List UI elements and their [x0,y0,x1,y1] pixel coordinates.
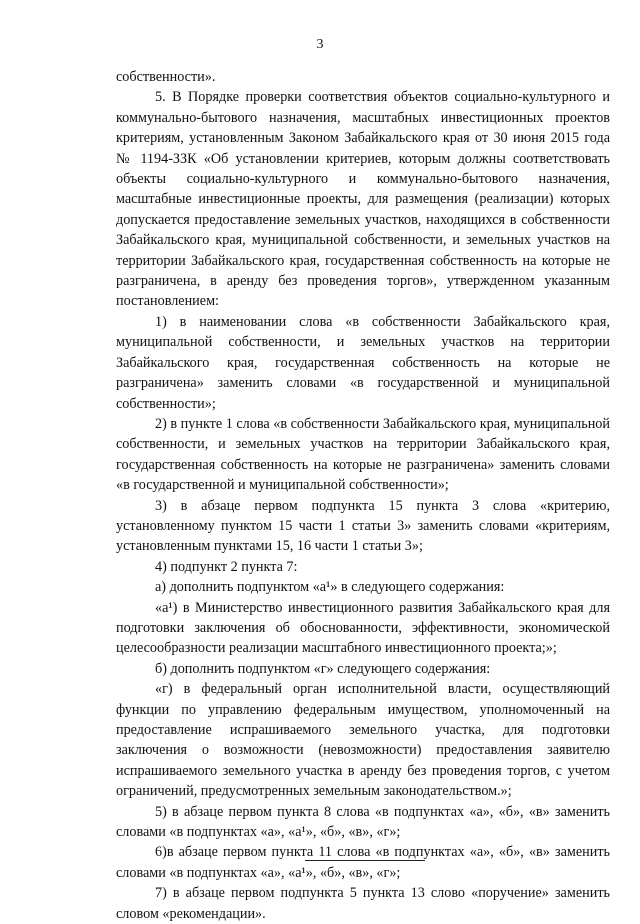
paragraph-subitem-4: 4) подпункт 2 пункта 7: [155,558,298,575]
paragraph-quote-g: «г) в федеральный орган исполнительной власти, осуществляющий функции по управлению федеральным имуществом, уполномоченный на предоставление испрашиваемого земельного участка, для подготовки заключения о возможности (невозможности) предоставления заявителю испрашиваемого земельного участка в аренду без проведения торгов, с учетом ограничений, предусмотренных земельным законодательством.»; [116,681,610,800]
page-number: 3 [316,37,324,52]
paragraph-subitem-1: 1) в наименовании слова «в собственности Забайкальского края, муниципальной собственности, и земельных участков на территории Забайкальского края, государственная собственность на которые не разграничена» заменить словами «в государственной и муниципальной собственности»; [116,313,610,412]
paragraph-continuation: собственности». [116,69,216,85]
document-body [116,67,610,924]
paragraph-item-5: 5. В Порядке проверки соответствия объектов социально-культурного и коммунально-бытового назначения, масштабных инвестиционных проектов критериям, установленным Законом Забайкальского края от 30 июня 2015 года № 1194-ЗЗК «Об установлении критериев, которым должны соответствовать объекты социально-культурного и коммунально-бытового назначения, масштабные инвестиционные проекты, для размещения (реализации) которых допускается предоставление земельных участков, находящихся в собственности Забайкальского края, муниципальной собственности, и земельных участков на территории Забайкальского края, государственная собственность на которые не разграничена, в аренду без проведения торгов», утвержденном указанным постановлением: [116,89,610,310]
paragraph-subitem-7: 7) в абзаце первом подпункта 5 пункта 13 слово «поручение» заменить словом «рекомендации». [116,885,610,922]
paragraph-subitem-5: 5) в абзаце первом пункта 8 слова «в подпунктах «а», «б», «в» заменить словами «в подпунктах «а», «а¹», «б», «в», «г»; [116,803,610,841]
paragraph-subitem-4b: б) дополнить подпунктом «г» следующего содержания: [155,660,491,677]
paragraph-subitem-4a: а) дополнить подпунктом «а¹» в следующего содержания: [155,579,505,596]
paragraph-subitem-2: 2) в пункте 1 слова «в собственности Забайкальского края, муниципальной собственности, и земельных участков на территории Забайкальского края, государственная собственность на которые не разграничена» заменить словами «в государственной и муниципальной собственности»; [116,415,610,494]
paragraph-subitem-6: 6)в абзаце первом пункта 11 слова «в подпунктах «а», «б», «в» заменить словами «в подпунктах «а», «а¹», «б», «в», «г»; [116,844,610,881]
paragraph-subitem-3: 3) в абзаце первом подпункта 15 пункта 3 слова «критерию, установленному пунктом 15 части 1 статьи 3» заменить словами «критериям, установленным пунктами 15, 16 части 1 статьи 3»; [116,497,610,555]
paragraph-quote-a1: «а¹) в Министерство инвестиционного развития Забайкальского края для подготовки заключения об обоснованности, эффективности, экономической целесообразности реализации масштабного инвестиционного проекта;»; [116,599,610,657]
footer-divider [305,860,425,861]
